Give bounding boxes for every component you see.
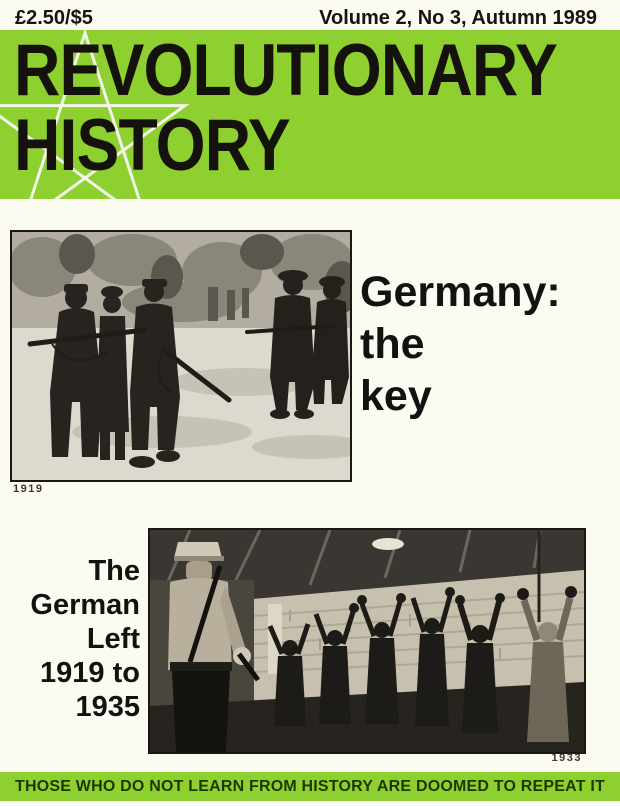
photo-1919 (10, 230, 352, 482)
photo-1933-illustration (150, 530, 584, 752)
headline-germany-line2: the (360, 320, 425, 368)
top-strip (0, 0, 620, 30)
photo-1919-illustration (12, 232, 350, 480)
german-left-line: 1919 to (40, 657, 140, 689)
footer-band (0, 772, 620, 801)
magazine-title-line2: HISTORY (14, 105, 290, 186)
german-left-line: German (30, 589, 140, 621)
headline-german-left (0, 554, 140, 724)
magazine-title-line1: REVOLUTIONARY (14, 30, 557, 111)
headline-germany-line1: Germany: (360, 268, 561, 316)
german-left-line: 1935 (75, 691, 140, 723)
photo-caption-1919: 1919 (13, 483, 44, 495)
issue-info: Volume 2, No 3, Autumn 1989 (319, 7, 597, 29)
cover-price: £2.50/$5 (15, 7, 93, 29)
german-left-line: The (88, 555, 140, 587)
footer-slogan: THOSE WHO DO NOT LEARN FROM HISTORY ARE DOOMED TO REPEAT IT (15, 777, 605, 795)
headline-germany-line3: key (360, 372, 432, 420)
masthead-banner (0, 30, 620, 199)
german-left-line: Left (86, 623, 140, 655)
photo-caption-1933: 1933 (551, 752, 582, 764)
photo-1933 (148, 528, 586, 754)
headline-germany (360, 266, 561, 422)
